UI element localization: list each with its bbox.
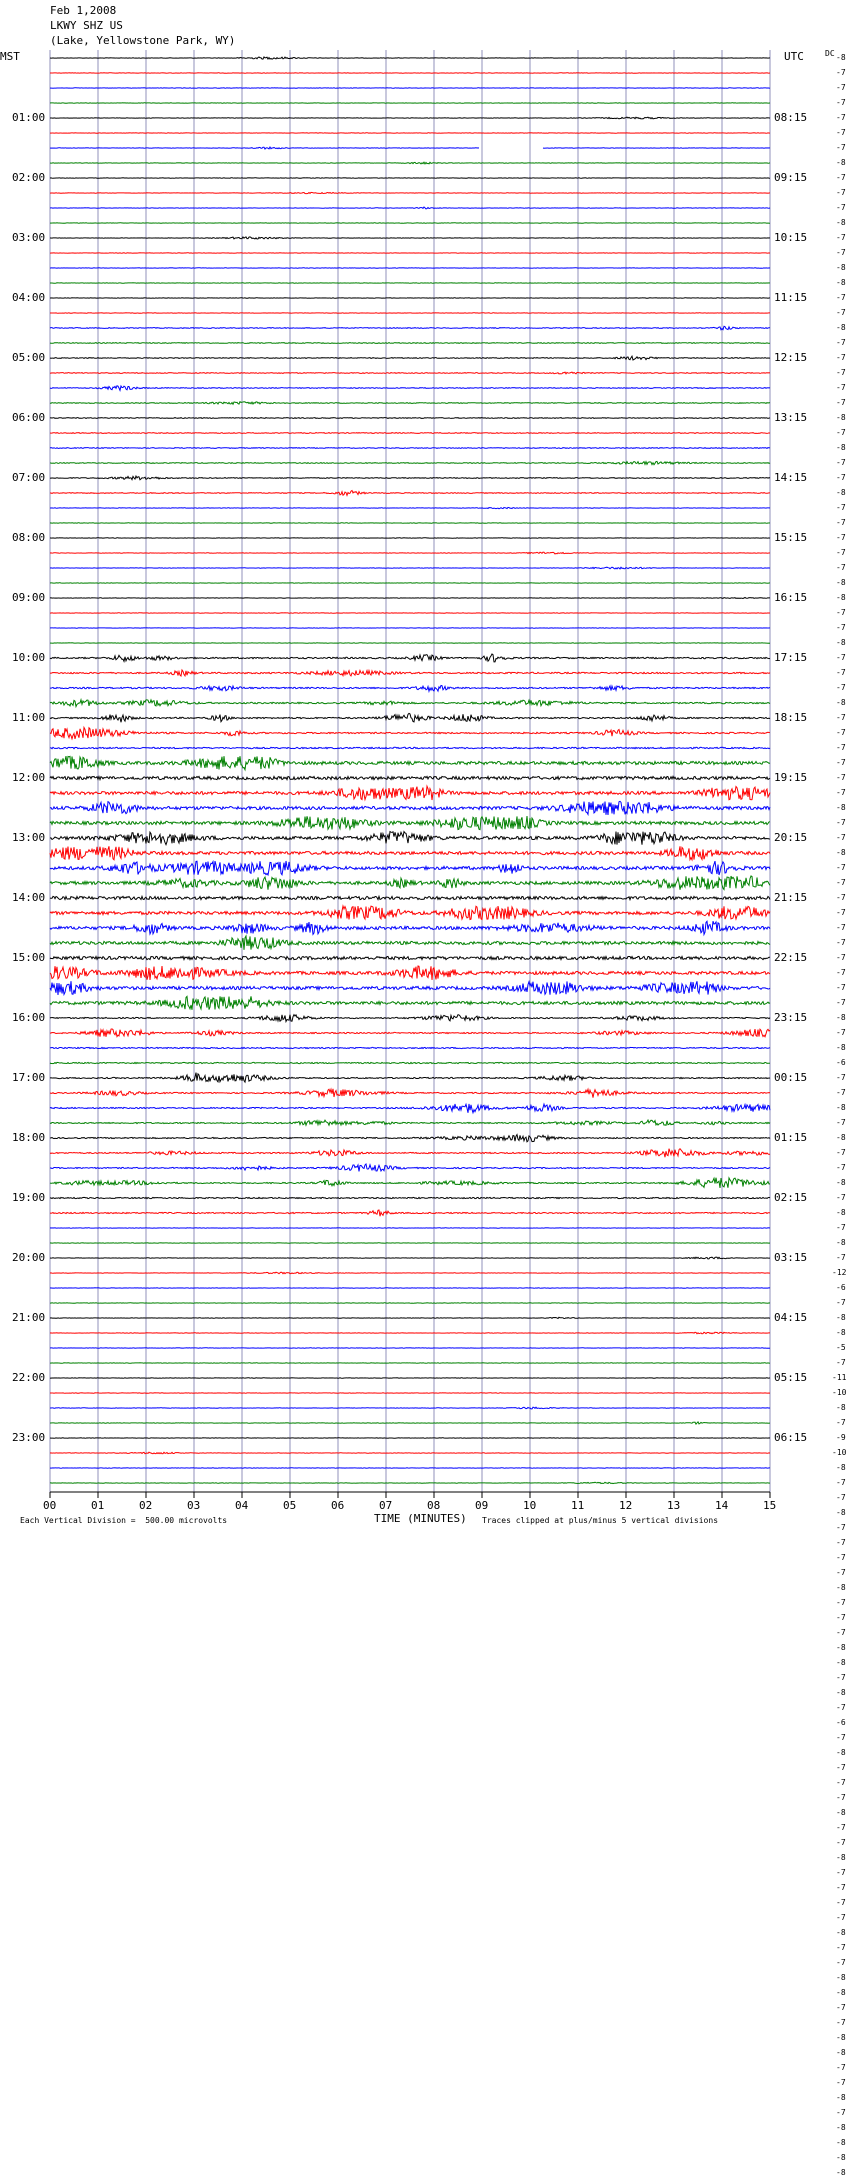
dc-offset-label: -7 xyxy=(836,623,846,632)
trace-row-63 xyxy=(50,996,770,1009)
dc-label: DC xyxy=(825,49,835,58)
dc-offset-label: -7 xyxy=(836,368,846,377)
trace-row-65 xyxy=(50,1029,770,1037)
x-tick-label: 02 xyxy=(139,1499,152,1512)
dc-offset-label: -7 xyxy=(836,1193,846,1202)
dc-offset-label: -8 xyxy=(836,1178,846,1187)
left-hour-label: 23:00 xyxy=(12,1431,45,1444)
dc-offset-label: -7 xyxy=(836,1628,846,1637)
dc-offset-label: -7 xyxy=(836,1358,846,1367)
dc-offset-label: -7 xyxy=(836,398,846,407)
dc-offset-label: -8 xyxy=(836,2033,846,2042)
x-tick-label: 10 xyxy=(523,1499,536,1512)
dc-offset-label: -8 xyxy=(836,1973,846,1982)
chart-date: Feb 1,2008 xyxy=(50,4,116,18)
trace-row-47 xyxy=(50,756,770,770)
x-tick-label: 01 xyxy=(91,1499,104,1512)
left-hour-label: 09:00 xyxy=(12,591,45,604)
left-axis-title: MST xyxy=(0,50,20,63)
right-axis-title: UTC xyxy=(784,50,804,63)
dc-offset-label: -7 xyxy=(836,1778,846,1787)
right-hour-label: 12:15 xyxy=(774,351,807,364)
dc-offset-label: -8 xyxy=(836,443,846,452)
dc-offset-label: -7 xyxy=(836,1523,846,1532)
dc-offset-label: -7 xyxy=(836,518,846,527)
trace-row-67 xyxy=(50,1062,770,1063)
x-axis-ticks xyxy=(50,1492,770,1498)
dc-offset-label: -8 xyxy=(836,1643,846,1652)
dc-offset-label: -8 xyxy=(836,593,846,602)
dc-offset-label: -7 xyxy=(836,1913,846,1922)
dc-offset-label: -7 xyxy=(836,1553,846,1562)
x-tick-label: 13 xyxy=(667,1499,680,1512)
right-hour-label: 14:15 xyxy=(774,471,807,484)
trace-row-20 xyxy=(50,356,770,360)
dc-offset-label: -7 xyxy=(836,143,846,152)
x-tick-label: 03 xyxy=(187,1499,200,1512)
x-tick-label: 11 xyxy=(571,1499,584,1512)
left-hour-label: 19:00 xyxy=(12,1191,45,1204)
dc-offset-label: -8 xyxy=(836,218,846,227)
dc-offset-label: -7 xyxy=(836,233,846,242)
trace-row-69 xyxy=(50,1089,770,1098)
dc-offset-label: -7 xyxy=(836,2003,846,2012)
dc-offset-label: -7 xyxy=(836,98,846,107)
trace-row-80 xyxy=(50,1257,770,1259)
left-hour-label: 22:00 xyxy=(12,1371,45,1384)
dc-offset-label: -7 xyxy=(836,773,846,782)
trace-row-59 xyxy=(50,936,770,950)
dc-offset-label: -7 xyxy=(836,2063,846,2072)
trace-row-49 xyxy=(50,786,770,800)
trace-row-77 xyxy=(50,1210,770,1216)
trace-row-57 xyxy=(50,906,770,920)
left-hour-label: 15:00 xyxy=(12,951,45,964)
trace-row-25 xyxy=(50,433,770,434)
left-hour-label: 08:00 xyxy=(12,531,45,544)
dc-offset-label: -8 xyxy=(836,1508,846,1517)
trace-row-26 xyxy=(50,448,770,449)
trace-row-30 xyxy=(50,507,770,508)
trace-row-19 xyxy=(50,343,770,344)
dc-offset-label: -6 xyxy=(836,1058,846,1067)
dc-offset-label: -6 xyxy=(836,1283,846,1292)
dc-offset-label: -7 xyxy=(836,173,846,182)
left-hour-label: 02:00 xyxy=(12,171,45,184)
trace-row-6 xyxy=(50,147,770,149)
dc-offset-label: -7 xyxy=(836,1943,846,1952)
trace-row-61 xyxy=(50,966,770,980)
dc-offset-label: -5 xyxy=(836,1343,846,1352)
dc-offset-label: -7 xyxy=(836,998,846,1007)
dc-offset-label: -7 xyxy=(836,1898,846,1907)
trace-row-58 xyxy=(50,921,770,934)
left-hour-label: 13:00 xyxy=(12,831,45,844)
dc-offset-label: -7 xyxy=(836,1538,846,1547)
left-hour-label: 06:00 xyxy=(12,411,45,424)
dc-offset-label: -7 xyxy=(836,2108,846,2117)
dc-offset-label: -7 xyxy=(836,728,846,737)
dc-offset-label: -8 xyxy=(836,2153,846,2162)
trace-row-45 xyxy=(50,728,770,739)
trace-row-46 xyxy=(50,747,770,748)
dc-offset-label: -7 xyxy=(836,1673,846,1682)
x-tick-label: 15 xyxy=(763,1499,776,1512)
trace-row-76 xyxy=(50,1197,770,1198)
right-hour-label: 16:15 xyxy=(774,591,807,604)
dc-offset-label: -6 xyxy=(836,1718,846,1727)
dc-offset-label: -7 xyxy=(836,683,846,692)
right-hour-label: 04:15 xyxy=(774,1311,807,1324)
dc-offset-label: -7 xyxy=(836,983,846,992)
dc-offset-label: -7 xyxy=(836,473,846,482)
x-tick-label: 06 xyxy=(331,1499,344,1512)
dc-offset-label: -8 xyxy=(836,1013,846,1022)
trace-row-40 xyxy=(50,654,770,662)
dc-offset-label: -7 xyxy=(836,293,846,302)
dc-offset-label: -7 xyxy=(836,428,846,437)
trace-row-64 xyxy=(50,1015,770,1022)
trace-row-42 xyxy=(50,686,770,692)
dc-offset-label: -8 xyxy=(836,1133,846,1142)
right-hour-label: 11:15 xyxy=(774,291,807,304)
x-axis-label: TIME (MINUTES) xyxy=(374,1512,467,1525)
left-hour-label: 10:00 xyxy=(12,651,45,664)
dc-offset-label: -10 xyxy=(832,1448,846,1457)
right-hour-label: 18:15 xyxy=(774,711,807,724)
trace-row-10 xyxy=(50,207,770,209)
x-tick-label: 04 xyxy=(235,1499,248,1512)
dc-offset-label: -7 xyxy=(836,1478,846,1487)
left-hour-label: 16:00 xyxy=(12,1011,45,1024)
dc-offset-label: -7 xyxy=(836,1568,846,1577)
dc-offset-label: -7 xyxy=(836,1823,846,1832)
dc-offset-label: -7 xyxy=(836,383,846,392)
left-hour-label: 07:00 xyxy=(12,471,45,484)
dc-offset-label: -8 xyxy=(836,1688,846,1697)
dc-offset-label: -8 xyxy=(836,413,846,422)
dc-offset-label: -7 xyxy=(836,1838,846,1847)
right-hour-label: 10:15 xyxy=(774,231,807,244)
dc-offset-label: -8 xyxy=(836,1658,846,1667)
dc-offset-label: -7 xyxy=(836,713,846,722)
trace-row-84 xyxy=(50,1317,770,1318)
dc-offset-label: -7 xyxy=(836,743,846,752)
dc-offset-label: -8 xyxy=(836,278,846,287)
trace-row-72 xyxy=(50,1135,770,1142)
dc-offset-label: -7 xyxy=(836,608,846,617)
dc-offset-label: -7 xyxy=(836,1598,846,1607)
dc-offset-label: -7 xyxy=(836,653,846,662)
dc-offset-label: -7 xyxy=(836,1793,846,1802)
trace-row-51 xyxy=(50,816,770,830)
trace-row-62 xyxy=(50,981,770,995)
dc-offset-label: -7 xyxy=(836,83,846,92)
right-hour-label: 03:15 xyxy=(774,1251,807,1264)
trace-row-54 xyxy=(50,861,770,875)
dc-offset-label: -7 xyxy=(836,1223,846,1232)
trace-row-7 xyxy=(50,162,770,164)
right-hour-label: 09:15 xyxy=(774,171,807,184)
trace-row-28 xyxy=(50,476,770,480)
dc-offset-label: -8 xyxy=(836,2093,846,2102)
right-hour-label: 15:15 xyxy=(774,531,807,544)
right-hour-label: 13:15 xyxy=(774,411,807,424)
clip-note: Traces clipped at plus/minus 5 vertical divisions xyxy=(482,1516,718,1525)
dc-offset-label: -7 xyxy=(836,338,846,347)
right-hour-label: 23:15 xyxy=(774,1011,807,1024)
dc-offset-label: -7 xyxy=(836,1493,846,1502)
left-hour-label: 01:00 xyxy=(12,111,45,124)
trace-row-91 xyxy=(50,1422,770,1424)
dc-offset-label: -7 xyxy=(836,1868,846,1877)
dc-offset-label: -7 xyxy=(836,758,846,767)
dc-offset-label: -8 xyxy=(836,578,846,587)
right-hour-label: 05:15 xyxy=(774,1371,807,1384)
dc-offset-label: -7 xyxy=(836,1028,846,1037)
seismic-traces xyxy=(50,57,770,1484)
dc-offset-label: -8 xyxy=(836,158,846,167)
trace-row-12 xyxy=(50,237,770,239)
trace-row-56 xyxy=(50,896,770,899)
dc-offset-label: -7 xyxy=(836,353,846,362)
dc-offset-label: -7 xyxy=(836,248,846,257)
trace-row-81 xyxy=(50,1272,770,1274)
dc-offset-label: -8 xyxy=(836,1463,846,1472)
dc-offset-label: -8 xyxy=(836,698,846,707)
trace-row-66 xyxy=(50,1047,770,1048)
x-tick-label: 14 xyxy=(715,1499,728,1512)
dc-offset-label: -7 xyxy=(836,668,846,677)
dc-offset-label: -7 xyxy=(836,923,846,932)
trace-row-70 xyxy=(50,1104,770,1113)
dc-offset-label: -7 xyxy=(836,2018,846,2027)
right-hour-label: 19:15 xyxy=(774,771,807,784)
trace-row-29 xyxy=(50,491,770,496)
dc-offset-label: -8 xyxy=(836,323,846,332)
dc-offset-label: -8 xyxy=(836,1988,846,1997)
trace-row-18 xyxy=(50,326,770,329)
left-hour-label: 18:00 xyxy=(12,1131,45,1144)
dc-offset-label: -7 xyxy=(836,908,846,917)
left-hour-label: 14:00 xyxy=(12,891,45,904)
trace-row-93 xyxy=(50,1452,770,1454)
right-hour-label: 17:15 xyxy=(774,651,807,664)
trace-row-23 xyxy=(50,402,770,405)
dc-offset-label: -7 xyxy=(836,1148,846,1157)
dc-offset-label: -7 xyxy=(836,818,846,827)
dc-offset-label: -10 xyxy=(832,1388,846,1397)
dc-offset-label: -8 xyxy=(836,1748,846,1757)
dc-offset-label: -7 xyxy=(836,533,846,542)
dc-offset-label: -8 xyxy=(836,2168,846,2177)
x-tick-label: 00 xyxy=(43,1499,56,1512)
trace-row-0 xyxy=(50,57,770,59)
trace-row-24 xyxy=(50,418,770,419)
dc-offset-label: -7 xyxy=(836,2078,846,2087)
left-hour-label: 05:00 xyxy=(12,351,45,364)
dc-offset-label: -7 xyxy=(836,1163,846,1172)
dc-offset-label: -7 xyxy=(836,1088,846,1097)
dc-offset-label: -8 xyxy=(836,2138,846,2147)
dc-offset-label: -7 xyxy=(836,833,846,842)
dc-offset-label: -8 xyxy=(836,2048,846,2057)
dc-offset-label: -8 xyxy=(836,1313,846,1322)
trace-row-27 xyxy=(50,461,770,464)
trace-row-50 xyxy=(50,801,770,815)
dc-offset-label: -8 xyxy=(836,1238,846,1247)
dc-offset-label: -8 xyxy=(836,1583,846,1592)
dc-offset-label: -7 xyxy=(836,1073,846,1082)
trace-row-48 xyxy=(50,776,770,779)
left-hour-label: 17:00 xyxy=(12,1071,45,1084)
left-hour-label: 20:00 xyxy=(12,1251,45,1264)
dc-offset-label: -7 xyxy=(836,1418,846,1427)
dc-offset-label: -7 xyxy=(836,893,846,902)
dc-offset-label: -7 xyxy=(836,878,846,887)
trace-row-34 xyxy=(50,567,770,569)
station-location: (Lake, Yellowstone Park, WY) xyxy=(50,34,235,48)
trace-row-73 xyxy=(50,1149,770,1158)
trace-row-74 xyxy=(50,1164,770,1171)
left-hour-label: 12:00 xyxy=(12,771,45,784)
dc-offset-label: -7 xyxy=(836,113,846,122)
dc-offset-label: -9 xyxy=(836,1433,846,1442)
dc-offset-label: -7 xyxy=(836,188,846,197)
x-tick-label: 12 xyxy=(619,1499,632,1512)
dc-offset-label: -7 xyxy=(836,1763,846,1772)
station-code: LKWY SHZ US xyxy=(50,19,123,33)
scale-note: Each Vertical Division = 500.00 microvolts xyxy=(20,1516,227,1525)
trace-row-22 xyxy=(50,386,770,391)
right-hour-label: 02:15 xyxy=(774,1191,807,1204)
left-hour-label: 11:00 xyxy=(12,711,45,724)
dc-offset-label: -8 xyxy=(836,1043,846,1052)
trace-row-44 xyxy=(50,713,770,722)
dc-offset-label: -8 xyxy=(836,53,846,62)
dc-offset-label: -7 xyxy=(836,1253,846,1262)
dc-offset-label: -7 xyxy=(836,938,846,947)
dc-offset-label: -8 xyxy=(836,1103,846,1112)
dc-offset-label: -7 xyxy=(836,1703,846,1712)
right-hour-label: 06:15 xyxy=(774,1431,807,1444)
dc-offset-label: -7 xyxy=(836,68,846,77)
trace-row-9 xyxy=(50,192,770,193)
dc-offset-label: -8 xyxy=(836,2123,846,2132)
trace-row-36 xyxy=(50,598,770,599)
right-hour-label: 20:15 xyxy=(774,831,807,844)
trace-row-75 xyxy=(50,1178,770,1188)
left-hour-label: 04:00 xyxy=(12,291,45,304)
right-hour-label: 01:15 xyxy=(774,1131,807,1144)
dc-offset-label: -7 xyxy=(836,1298,846,1307)
dc-offset-label: -8 xyxy=(836,638,846,647)
trace-row-53 xyxy=(50,846,770,860)
dc-offset-label: -7 xyxy=(836,563,846,572)
dc-offset-label: -7 xyxy=(836,548,846,557)
trace-row-41 xyxy=(50,670,770,676)
right-hour-label: 22:15 xyxy=(774,951,807,964)
trace-row-90 xyxy=(50,1407,770,1409)
dc-offset-label: -7 xyxy=(836,308,846,317)
dc-offset-label: -7 xyxy=(836,863,846,872)
dc-offset-label: -8 xyxy=(836,1328,846,1337)
dc-offset-label: -7 xyxy=(836,1958,846,1967)
dc-offset-label: -7 xyxy=(836,953,846,962)
dc-offset-label: -8 xyxy=(836,488,846,497)
dc-offset-label: -8 xyxy=(836,1853,846,1862)
right-hour-label: 08:15 xyxy=(774,111,807,124)
dc-offset-label: -8 xyxy=(836,803,846,812)
dc-offset-label: -7 xyxy=(836,1733,846,1742)
dc-offset-label: -7 xyxy=(836,1118,846,1127)
time-gridlines xyxy=(50,50,770,1492)
trace-row-60 xyxy=(50,956,770,959)
dc-offset-label: -12 xyxy=(832,1268,846,1277)
dc-offset-label: -7 xyxy=(836,1613,846,1622)
dc-offset-label: -8 xyxy=(836,848,846,857)
dc-offset-label: -8 xyxy=(836,1403,846,1412)
dc-offset-label: -7 xyxy=(836,458,846,467)
dc-offset-label: -8 xyxy=(836,263,846,272)
trace-row-43 xyxy=(50,700,770,707)
x-tick-label: 05 xyxy=(283,1499,296,1512)
dc-offset-label: -7 xyxy=(836,968,846,977)
right-hour-label: 00:15 xyxy=(774,1071,807,1084)
trace-row-55 xyxy=(50,876,770,890)
x-tick-label: 09 xyxy=(475,1499,488,1512)
trace-row-71 xyxy=(50,1120,770,1125)
trace-row-68 xyxy=(50,1073,770,1083)
trace-row-95 xyxy=(50,1482,770,1483)
trace-row-4 xyxy=(50,117,770,119)
dc-offset-label: -11 xyxy=(832,1373,846,1382)
dc-offset-label: -7 xyxy=(836,128,846,137)
right-hour-label: 21:15 xyxy=(774,891,807,904)
trace-row-52 xyxy=(50,832,770,845)
x-tick-label: 07 xyxy=(379,1499,392,1512)
trace-row-85 xyxy=(50,1332,770,1334)
trace-row-21 xyxy=(50,372,770,374)
dc-offset-label: -8 xyxy=(836,1928,846,1937)
x-tick-label: 08 xyxy=(427,1499,440,1512)
dc-offset-label: -8 xyxy=(836,1208,846,1217)
trace-row-33 xyxy=(50,552,770,554)
left-hour-label: 03:00 xyxy=(12,231,45,244)
dc-offset-label: -7 xyxy=(836,1883,846,1892)
dc-offset-label: -7 xyxy=(836,203,846,212)
left-hour-label: 21:00 xyxy=(12,1311,45,1324)
dc-offset-label: -8 xyxy=(836,1808,846,1817)
dc-offset-label: -7 xyxy=(836,788,846,797)
dc-offset-label: -7 xyxy=(836,503,846,512)
